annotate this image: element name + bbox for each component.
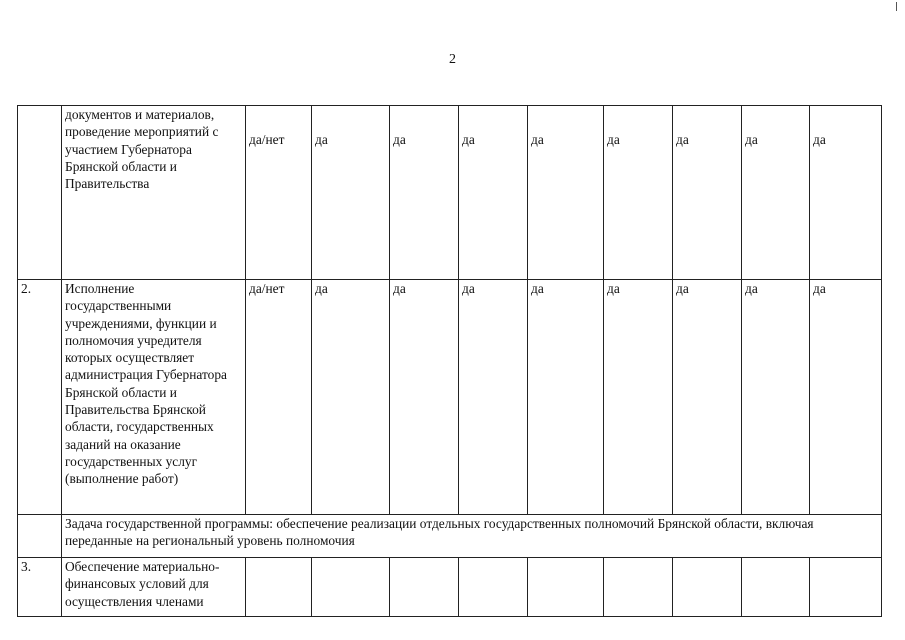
unit-cell: да/нет bbox=[246, 106, 312, 280]
value-cell: да bbox=[390, 280, 459, 515]
indicator-name: документов и материалов, проведение мероприятий с участием Губернатора Брянской области и Правительства bbox=[62, 106, 246, 280]
value-cell: да bbox=[604, 280, 673, 515]
table-row bbox=[18, 280, 882, 515]
value-cell: да bbox=[390, 106, 459, 280]
indicator-name: Исполнение государственными учреждениями, функции и полномочия учредителя которых осуществляет администрация Губернатора Брянской области и Правительства Брянской области, государственных заданий на оказание государственных услуг (выполнение работ) bbox=[62, 280, 246, 515]
table-row bbox=[18, 558, 882, 617]
value-cell: да bbox=[312, 280, 390, 515]
value-cell: да bbox=[528, 280, 604, 515]
indicator-name: Обеспечение материально-финансовых условий для осуществления членами bbox=[62, 558, 246, 617]
value-cell: да bbox=[810, 280, 882, 515]
value-cell: да bbox=[604, 106, 673, 280]
row-number: 3. bbox=[18, 558, 62, 617]
value-cell bbox=[390, 558, 459, 617]
row-number bbox=[18, 106, 62, 280]
value-cell: да bbox=[810, 106, 882, 280]
value-cell bbox=[673, 558, 742, 617]
unit-cell: да/нет bbox=[246, 280, 312, 515]
task-number-cell bbox=[18, 515, 62, 558]
value-cell: да bbox=[673, 106, 742, 280]
value-cell: да bbox=[742, 280, 810, 515]
value-cell: да bbox=[673, 280, 742, 515]
task-row bbox=[18, 515, 882, 558]
value-cell: да bbox=[312, 106, 390, 280]
indicator-table bbox=[17, 105, 882, 617]
value-cell: да bbox=[459, 280, 528, 515]
value-cell: да bbox=[528, 106, 604, 280]
table-row bbox=[18, 106, 882, 280]
value-cell bbox=[604, 558, 673, 617]
row-number: 2. bbox=[18, 280, 62, 515]
value-cell bbox=[459, 558, 528, 617]
unit-cell bbox=[246, 558, 312, 617]
scan-edge-mark bbox=[896, 2, 897, 11]
value-cell: да bbox=[459, 106, 528, 280]
program-task-text: Задача государственной программы: обеспечение реализации отдельных государственных полномочий Брянской области, включая переданные на региональный уровень полномочия bbox=[62, 515, 882, 558]
page-number: 2 bbox=[449, 52, 456, 67]
value-cell bbox=[312, 558, 390, 617]
value-cell bbox=[810, 558, 882, 617]
value-cell: да bbox=[742, 106, 810, 280]
value-cell bbox=[742, 558, 810, 617]
value-cell bbox=[528, 558, 604, 617]
